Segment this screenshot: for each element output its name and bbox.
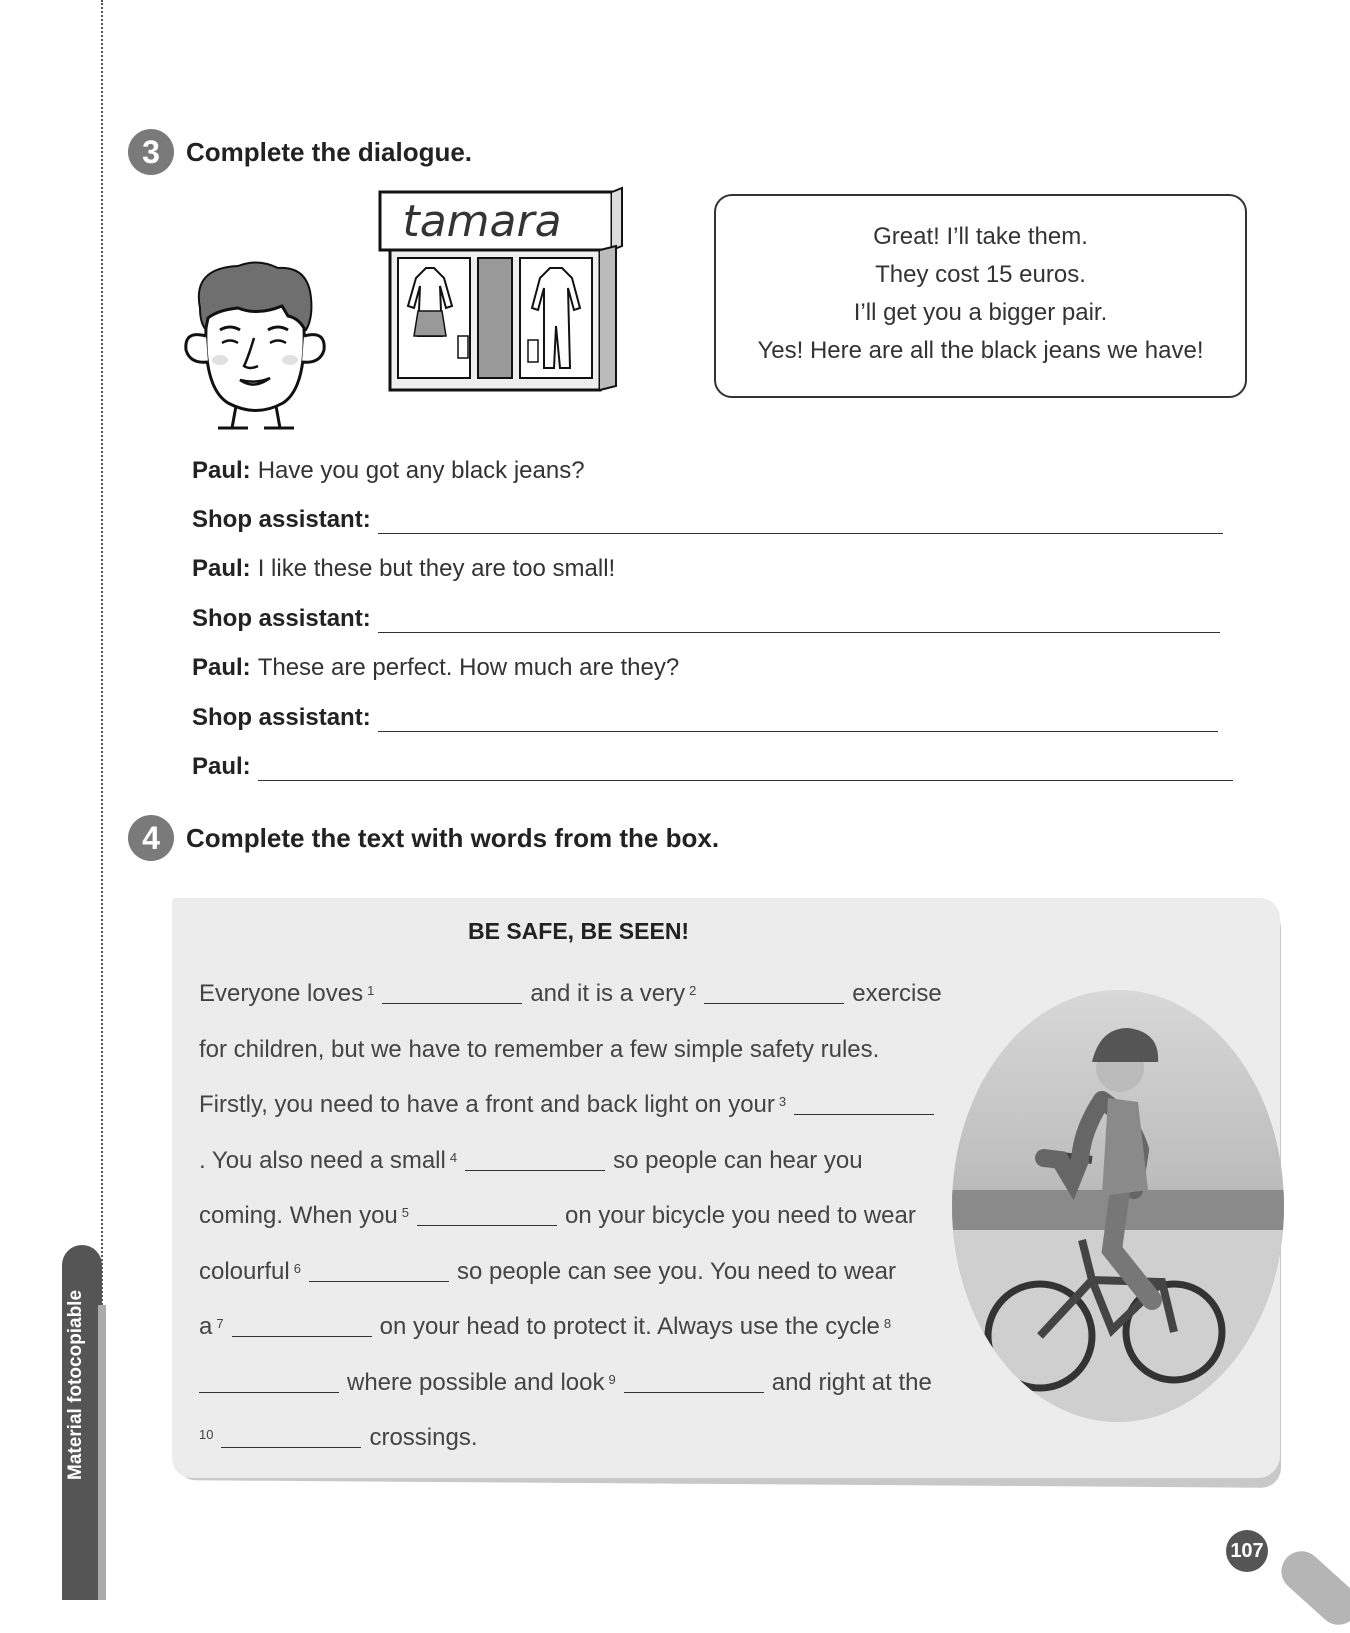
text-line xyxy=(199,1085,942,1119)
gap-number: 7 xyxy=(216,1316,224,1331)
text-fragment: coming. When you xyxy=(199,1202,398,1229)
word-box-item: I’ll get you a bigger pair. xyxy=(853,299,1108,326)
shop-sign: tamara xyxy=(402,196,562,247)
gap-number: 8 xyxy=(883,1316,892,1331)
text-fragment: crossings. xyxy=(369,1424,478,1451)
cyclist-photo xyxy=(952,990,1284,1422)
dialogue-line xyxy=(192,599,1220,633)
speaker-label: Paul: xyxy=(192,457,251,484)
word-box xyxy=(714,194,1247,398)
text-fragment: so people can see you. You need to wear xyxy=(456,1258,896,1285)
gap-blank[interactable] xyxy=(232,1314,372,1337)
text-line xyxy=(199,1418,478,1452)
text-fragment: and right at the xyxy=(771,1369,932,1396)
word-box-item: They cost 15 euros. xyxy=(875,261,1086,288)
text-line xyxy=(199,1363,932,1397)
exercise-3-number: 3 xyxy=(128,129,174,175)
speaker-label: Paul: xyxy=(192,753,251,780)
text-fragment: colourful xyxy=(199,1258,290,1285)
speaker-label: Shop assistant: xyxy=(192,506,371,533)
text-title: BE SAFE, BE SEEN! xyxy=(468,918,690,944)
answer-line[interactable] xyxy=(378,709,1218,732)
text-fragment: so people can hear you xyxy=(613,1147,863,1174)
exercise-3-title: Complete the dialogue. xyxy=(186,137,473,167)
text-line xyxy=(199,1030,879,1064)
gap-number: 3 xyxy=(778,1094,787,1109)
page-number: 107 xyxy=(1226,1530,1268,1572)
gap-blank[interactable] xyxy=(417,1203,557,1226)
gap-blank[interactable] xyxy=(465,1148,605,1171)
gap-number: 2 xyxy=(689,983,697,998)
text-line xyxy=(199,1252,896,1286)
answer-line[interactable] xyxy=(258,758,1233,781)
gap-number: 9 xyxy=(608,1372,616,1387)
speaker-label: Shop assistant: xyxy=(192,605,371,632)
text-fragment: Everyone loves xyxy=(199,980,364,1007)
text-fragment: on your head to protect it. Always use the cycle xyxy=(379,1313,880,1340)
text-line xyxy=(199,1307,891,1341)
text-fragment: on your bicycle you need to wear xyxy=(565,1202,916,1229)
text-fragment: . You also need a small xyxy=(199,1147,446,1174)
exercise-4-title: Complete the text with words from the box. xyxy=(186,823,720,853)
dialogue-line xyxy=(192,451,585,485)
dialogue-text: Have you got any black jeans? xyxy=(257,457,585,484)
gap-blank[interactable] xyxy=(624,1370,764,1393)
word-box-item: Great! I’ll take them. xyxy=(873,223,1088,250)
page-number-tab xyxy=(1273,1543,1350,1633)
gap-number: 6 xyxy=(293,1261,301,1276)
gap-number: 4 xyxy=(449,1150,458,1165)
dialogue-text: I like these but they are too small! xyxy=(257,555,616,582)
text-line xyxy=(199,974,942,1008)
gap-blank[interactable] xyxy=(382,981,522,1004)
word-box-item: Yes! Here are all the black jeans we have! xyxy=(757,337,1204,364)
text-fragment: for children, but we have to remember a few simple safety rules. xyxy=(199,1036,880,1063)
speaker-label: Paul: xyxy=(192,555,251,582)
dialogue-line xyxy=(192,500,1223,534)
speaker-label: Paul: xyxy=(192,654,251,681)
text-fragment: exercise xyxy=(852,980,942,1007)
exercise-4-number: 4 xyxy=(128,815,174,861)
side-tab-stripe xyxy=(98,1305,106,1600)
dialogue-line xyxy=(192,747,1233,781)
dialogue-line xyxy=(192,698,1218,732)
text-line xyxy=(199,1141,863,1175)
boy-illustration xyxy=(178,258,333,430)
gap-number: 10 xyxy=(199,1427,214,1442)
side-tab-label xyxy=(65,1440,87,1480)
gap-blank[interactable] xyxy=(199,1370,339,1393)
dialogue-text: These are perfect. How much are they? xyxy=(257,654,680,681)
dialogue-line xyxy=(192,549,615,583)
text-fragment: Firstly, you need to have a front and back light on your xyxy=(199,1091,775,1118)
gap-number: 1 xyxy=(367,983,375,998)
gap-blank[interactable] xyxy=(309,1259,449,1282)
speaker-label: Shop assistant: xyxy=(192,704,371,731)
gap-blank[interactable] xyxy=(794,1092,934,1115)
gap-blank[interactable] xyxy=(704,981,844,1004)
shop-illustration xyxy=(378,186,626,400)
text-fragment: and it is a very xyxy=(530,980,686,1007)
text-fragment: where possible and look xyxy=(347,1369,605,1396)
text-fragment: a xyxy=(199,1313,213,1340)
dialogue-line xyxy=(192,648,679,682)
gap-blank[interactable] xyxy=(221,1425,361,1448)
answer-line[interactable] xyxy=(378,511,1223,534)
gap-number: 5 xyxy=(401,1205,409,1220)
answer-line[interactable] xyxy=(378,610,1220,633)
text-line xyxy=(199,1196,916,1230)
